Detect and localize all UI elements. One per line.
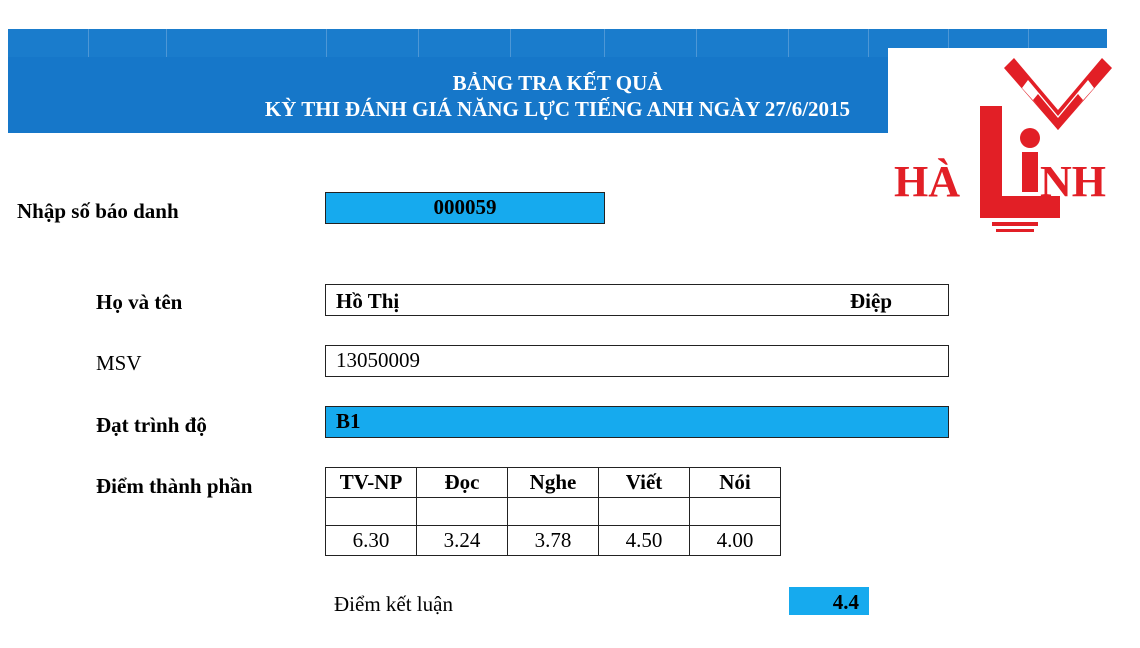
student-number-label: Nhập số báo danh bbox=[17, 199, 179, 223]
cell-gridline bbox=[88, 29, 89, 57]
component-scores-table bbox=[325, 467, 781, 556]
score-tv-np: 6.30 bbox=[326, 526, 417, 556]
level-label: Đạt trình độ bbox=[96, 413, 207, 437]
ha-linh-logo bbox=[888, 48, 1128, 238]
first-name-value: Điệp bbox=[850, 289, 892, 313]
header-nghe: Nghe bbox=[508, 468, 599, 498]
student-id-field: 13050009 bbox=[325, 345, 949, 377]
full-name-label: Họ và tên bbox=[96, 290, 183, 314]
score-noi: 4.00 bbox=[690, 526, 781, 556]
last-name-value: Hồ Thị bbox=[336, 289, 400, 313]
final-score-label: Điểm kết luận bbox=[334, 592, 453, 616]
level-field: B1 bbox=[325, 406, 949, 438]
logo-text: HÀ bbox=[894, 157, 960, 206]
header-doc: Đọc bbox=[417, 468, 508, 498]
cell-gridline bbox=[788, 29, 789, 57]
cell-gridline bbox=[696, 29, 697, 57]
score-nghe: 3.78 bbox=[508, 526, 599, 556]
cell-gridline bbox=[326, 29, 327, 57]
cell-gridline bbox=[166, 29, 167, 57]
table-header-row bbox=[326, 468, 781, 498]
cell-gridline bbox=[418, 29, 419, 57]
table-row bbox=[326, 526, 781, 556]
empty-cell bbox=[690, 498, 781, 526]
empty-cell bbox=[326, 498, 417, 526]
header-viet: Viết bbox=[599, 468, 690, 498]
header-banner bbox=[8, 57, 888, 133]
student-id-label: MSV bbox=[96, 351, 142, 375]
svg-text:NH: NH bbox=[1040, 157, 1106, 206]
title-line-2: KỲ THI ĐÁNH GIÁ NĂNG LỰC TIẾNG ANH NGÀY 27/6/2015 bbox=[264, 97, 851, 121]
cell-gridline bbox=[510, 29, 511, 57]
final-score-value: 4.4 bbox=[789, 587, 869, 615]
cell-gridline bbox=[604, 29, 605, 57]
empty-cell bbox=[599, 498, 690, 526]
component-scores-label: Điểm thành phần bbox=[96, 474, 253, 498]
title-line-1: BẢNG TRA KẾT QUẢ bbox=[452, 71, 663, 95]
header-noi: Nói bbox=[690, 468, 781, 498]
table-empty-row bbox=[326, 498, 781, 526]
header-tv-np: TV-NP bbox=[326, 468, 417, 498]
cell-gridline bbox=[868, 29, 869, 57]
ha-linh-logo-icon bbox=[888, 48, 1128, 238]
score-viet: 4.50 bbox=[599, 526, 690, 556]
student-number-input[interactable]: 000059 bbox=[325, 192, 605, 224]
empty-cell bbox=[417, 498, 508, 526]
score-doc: 3.24 bbox=[417, 526, 508, 556]
full-name-field bbox=[325, 284, 949, 316]
empty-cell bbox=[508, 498, 599, 526]
